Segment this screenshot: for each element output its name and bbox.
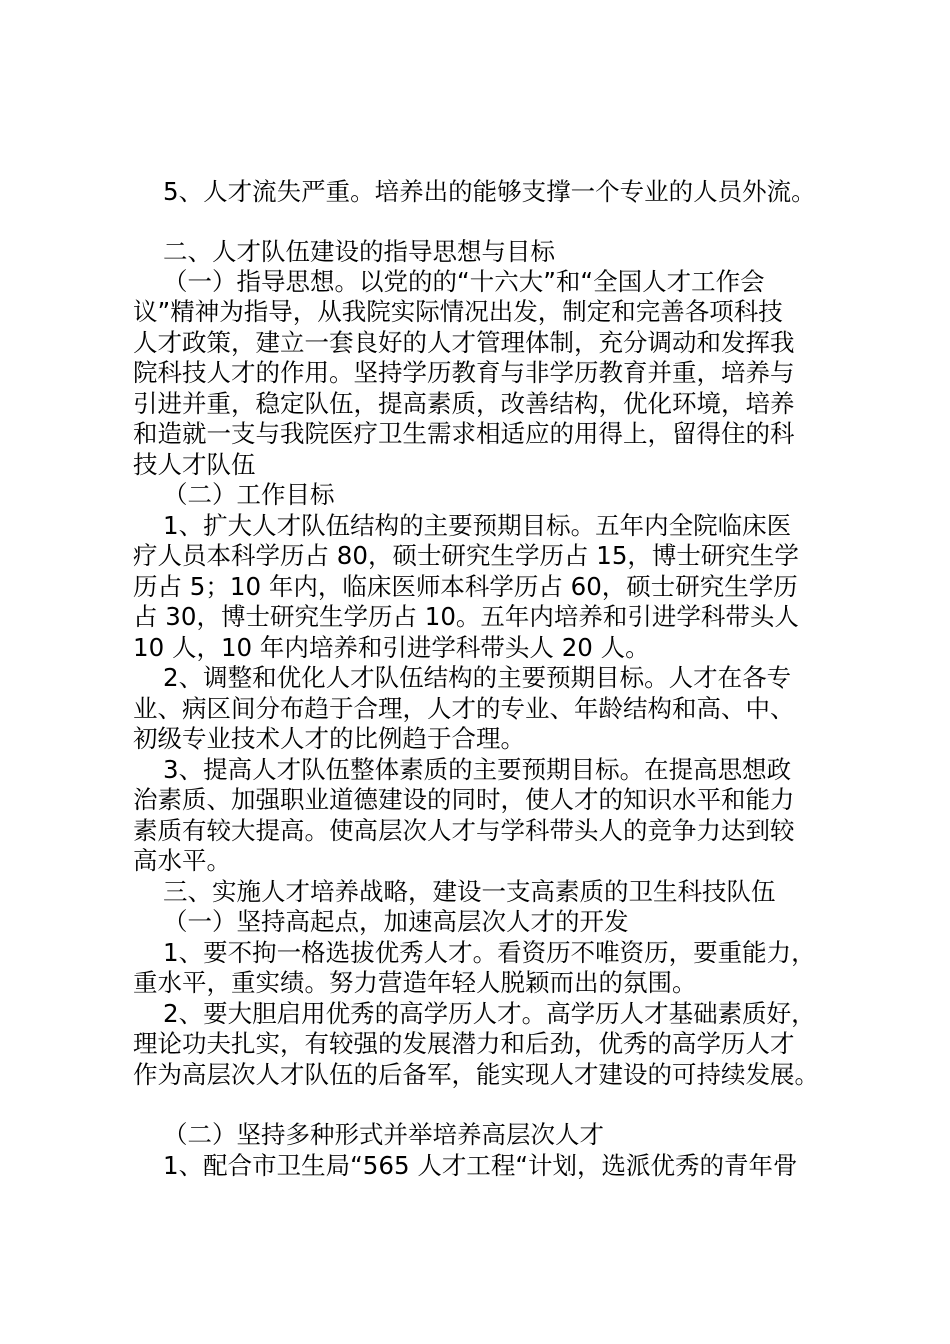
paragraph-line: 重水平，重实绩。努力营造年轻人脱颖而出的氛围。: [133, 968, 697, 997]
paragraph-line: 素质有较大提高。使高层次人才与学科带头人的竞争力达到较: [133, 816, 795, 845]
paragraph-line: 高水平。: [133, 846, 231, 875]
paragraph-line: 作为高层次人才队伍的后备军，能实现人才建设的可持续发展。: [133, 1060, 819, 1089]
paragraph-line: 技人才队伍: [133, 450, 256, 479]
paragraph-line: 议”精神为指导，从我院实际情况出发，制定和完善各项科技: [133, 297, 783, 326]
paragraph-line: 和造就一支与我院医疗卫生需求相适应的用得上，留得住的科: [133, 419, 795, 448]
section-heading: 二、人才队伍建设的指导思想与目标: [163, 237, 555, 266]
paragraph-line: 1、扩大人才队伍结构的主要预期目标。五年内全院临床医: [163, 511, 792, 540]
paragraph-line: 引进并重，稳定队伍，提高素质，改善结构，优化环境，培养: [133, 389, 795, 418]
paragraph-line: 占 30，博士研究生学历占 10。五年内培养和引进学科带头人: [133, 602, 799, 631]
paragraph-line: 初级专业技术人才的比例趋于合理。: [133, 724, 525, 753]
subsection-heading: （一）指导思想。以党的的“十六大”和“全国人才工作会: [163, 267, 765, 296]
section-heading: 三、实施人才培养战略，建设一支高素质的卫生科技队伍: [163, 877, 776, 906]
paragraph-line: 历占 5；10 年内，临床医师本科学历占 60，硕士研究生学历: [133, 572, 798, 601]
paragraph-line: 疗人员本科学历占 80，硕士研究生学历占 15，博士研究生学: [133, 541, 799, 570]
paragraph-line: 2、调整和优化人才队伍结构的主要预期目标。人才在各专: [163, 663, 792, 692]
paragraph-line: 治素质、加强职业道德建设的同时，使人才的知识水平和能力: [133, 785, 795, 814]
paragraph-line: 3、提高人才队伍整体素质的主要预期目标。在提高思想政: [163, 755, 792, 784]
paragraph-line: 10 人，10 年内培养和引进学科带头人 20 人。: [133, 633, 650, 662]
paragraph-line: 1、配合市卫生局“565 人才工程“计划，选派优秀的青年骨: [163, 1151, 798, 1180]
paragraph-line: 人才政策，建立一套良好的人才管理体制，充分调动和发挥我: [133, 328, 795, 357]
subsection-heading: （一）坚持高起点，加速高层次人才的开发: [163, 907, 629, 936]
paragraph-line: 理论功夫扎实，有较强的发展潜力和后劲，优秀的高学历人才: [133, 1029, 795, 1058]
subsection-heading: （二）坚持多种形式并举培养高层次人才: [163, 1120, 604, 1149]
paragraph-line: 院科技人才的作用。坚持学历教育与非学历教育并重，培养与: [133, 358, 795, 387]
subsection-heading: （二）工作目标: [163, 480, 335, 509]
paragraph-line: 业、病区间分布趋于合理，人才的专业、年龄结构和高、中、: [133, 694, 795, 723]
paragraph-line: 5、人才流失严重。培养出的能够支撑一个专业的人员外流。: [163, 177, 816, 206]
paragraph-line: 2、要大胆启用优秀的高学历人才。高学历人才基础素质好，: [163, 999, 816, 1028]
paragraph-line: 1、要不拘一格选拔优秀人才。看资历不唯资历，要重能力，: [163, 938, 816, 967]
